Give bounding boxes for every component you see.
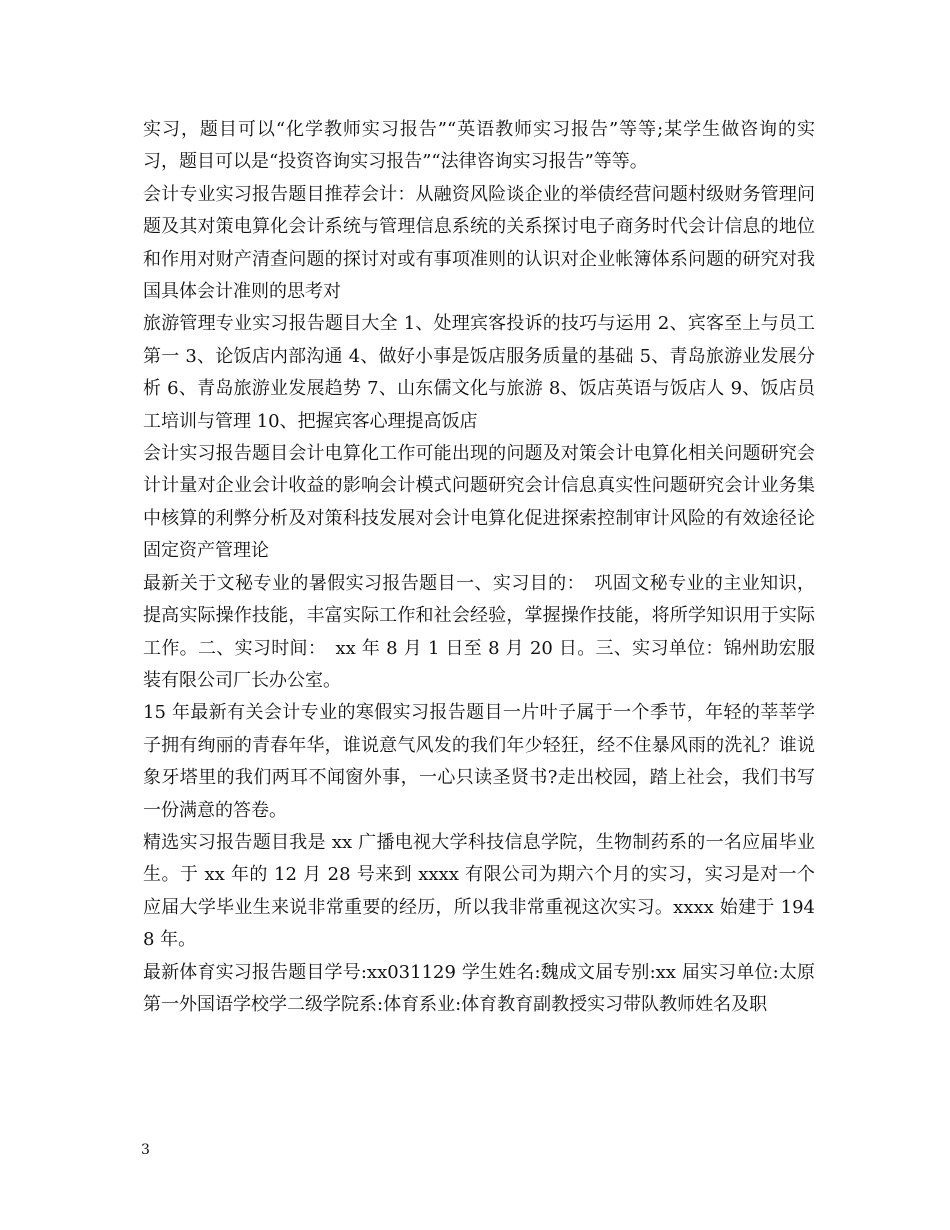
paragraph-secretary-topics: 最新关于文秘专业的暑假实习报告题目一、实习目的： 巩固文秘专业的主业知识，提高实际操作技能，丰富实际工作和社会经验，掌握操作技能，将所学知识用于实际工作。二、实习时间： xx 年 8 月 1 日至 8 月 20 日。三、实习单位：锦州助宏服装有限公司厂长办公室。 — [143, 572, 815, 691]
paragraph-accounting-internship-topics: 会计实习报告题目会计电算化工作可能出现的问题及对策会计电算化相关问题研究会计计量对企业会计收益的影响会计模式问题研究会计信息真实性问题研究会计业务集中核算的利弊分析及对策科技发展对会计电算化促进探索控制审计风险的有效途径论固定资产管理论 — [143, 443, 815, 562]
document-body — [143, 114, 815, 1021]
paragraph-intro-continuation: 实习，题目可以“化学教师实习报告”“英语教师实习报告”等等;某学生做咨询的实习，题目可以是“投资咨询实习报告”“法律咨询实习报告”等等。 — [143, 119, 815, 173]
page-number: 3 — [141, 1142, 150, 1158]
paragraph-sports-topics: 最新体育实习报告题目学号:xx031129 学生姓名:魏成文届专别:xx 届实习单位:太原第一外国语学校学二级学院系:体育系业:体育教育副教授实习带队教师姓名及职 — [143, 961, 815, 1015]
paragraph-tourism-topics: 旅游管理专业实习报告题目大全 1、处理宾客投诉的技巧与运用 2、宾客至上与员工第一 3、论饭店内部沟通 4、做好小事是饭店服务质量的基础 5、青岛旅游业发展分析 6、青岛旅游业发展趋势 7、山东儒文化与旅游 8、饭店英语与饭店人 9、饭店员工培训与管理 10、把握宾客心理提高饭店 — [143, 313, 815, 432]
paragraph-selected-topics: 精选实习报告题目我是 xx 广播电视大学科技信息学院，生物制药系的一名应届毕业生。于 xx 年的 12 月 28 号来到 xxxx 有限公司为期六个月的实习，实习是对一个应届大学毕业生来说非常重要的经历，所以我非常重视这次实习。xxxx 始建于 1948 年。 — [143, 831, 815, 951]
paragraph-winter-accounting-topics: 15 年最新有关会计专业的寒假实习报告题目一片叶子属于一个季节，年轻的莘莘学子拥有绚丽的青春年华，谁说意气风发的我们年少轻狂，经不住暴风雨的洗礼？谁说象牙塔里的我们两耳不闻窗外事，一心只读圣贤书?走出校园，踏上社会，我们书写一份满意的答卷。 — [143, 702, 815, 821]
paragraph-accounting-topics: 会计专业实习报告题目推荐会计：从融资风险谈企业的举债经营问题村级财务管理问题及其对策电算化会计系统与管理信息系统的关系探讨电子商务时代会计信息的地位和作用对财产清查问题的探讨对或有事项准则的认识对企业帐簿体系问题的研究对我国具体会计准则的思考对 — [143, 183, 815, 303]
